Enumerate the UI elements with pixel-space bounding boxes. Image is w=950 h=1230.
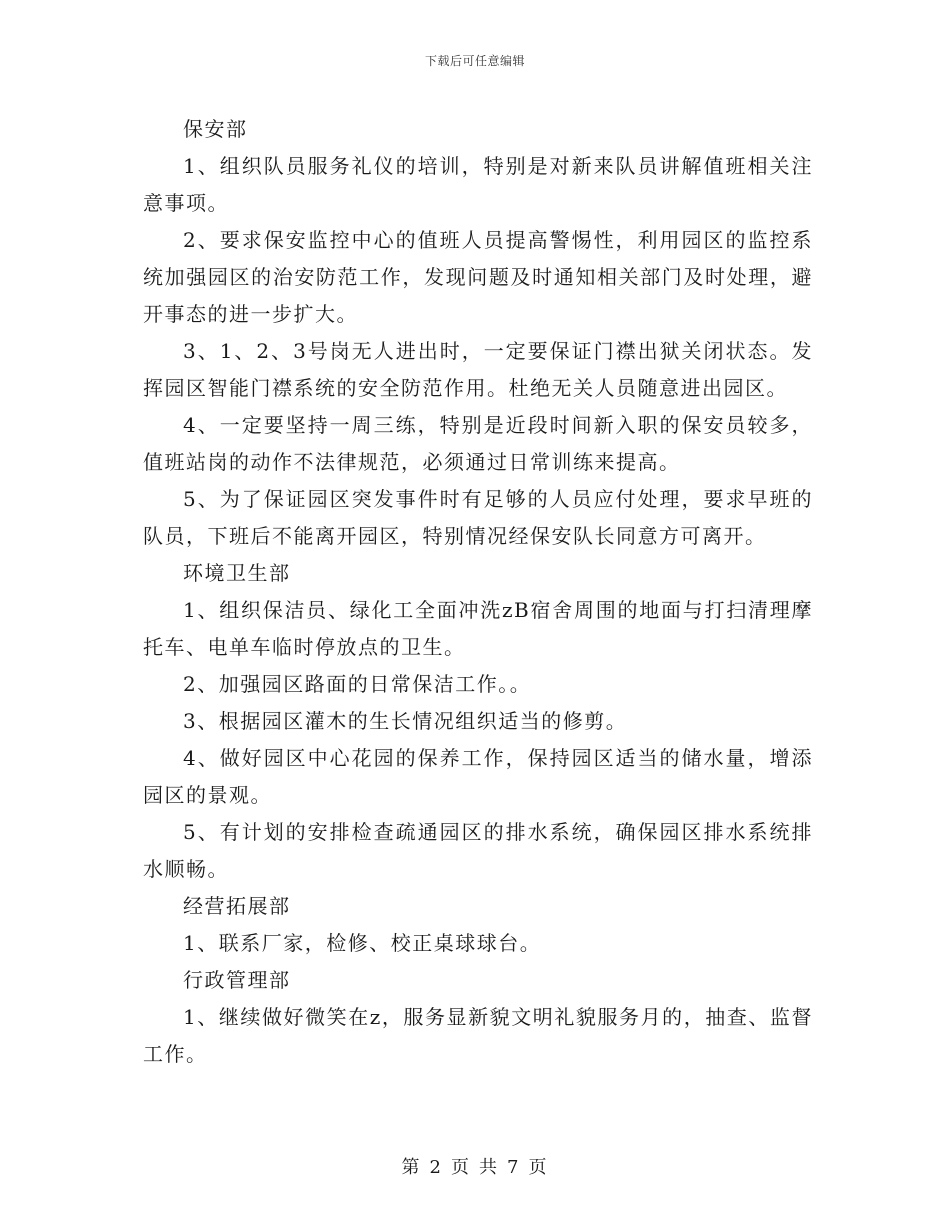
section-heading-business: 经营拓展部 (183, 894, 291, 918)
paragraph: 2、要求保安监控中心的值班人员提高警惕性，利用园区的监控系统加强园区的治安防范工作，发现问题及时通知相关部门及时处理，避开事态的进一步扩大。 (143, 228, 813, 326)
paragraph: 1、组织保洁员、绿化工全面冲洗zB宿舍周围的地面与打扫清理摩托车、电单车临时停放点的卫生。 (143, 598, 813, 659)
footer-suffix: 页 (528, 1157, 549, 1178)
paragraph: 1、联系厂家，检修、校正桌球球台。 (183, 931, 542, 955)
paragraph: 4、一定要坚持一周三练，特别是近段时间新入职的保安员较多，值班站岗的动作不法律规范，必须通过日常训练来提高。 (143, 413, 813, 474)
footer-total-pages: 7 (507, 1157, 521, 1178)
paragraph: 1、继续做好微笑在z，服务显新貌文明礼貌服务月的，抽查、监督工作。 (143, 1005, 813, 1066)
paragraph: 5、为了保证园区突发事件时有足够的人员应付处理，要求早班的队员，下班后不能离开园区，特别情况经保安队长同意方可离开。 (143, 487, 813, 548)
section-heading-admin: 行政管理部 (183, 968, 291, 992)
paragraph: 3、1、2、3号岗无人进出时，一定要保证门襟出狱关闭状态。发挥园区智能门襟系统的安全防范作用。杜绝无关人员随意进出园区。 (143, 339, 813, 400)
paragraph: 5、有计划的安排检查疏通园区的排水系统，确保园区排水系统排水顺畅。 (143, 820, 813, 881)
paragraph: 4、做好园区中心花园的保养工作，保持园区适当的储水量，增添园区的景观。 (143, 746, 813, 807)
header-note: 下载后可任意编辑 (424, 54, 525, 68)
section-heading-security: 保安部 (183, 117, 248, 141)
paragraph: 2、加强园区路面的日常保洁工作。。 (183, 672, 532, 696)
paragraph: 3、根据园区灌木的生长情况组织适当的修剪。 (183, 709, 628, 733)
paragraph: 1、组织队员服务礼仪的培训，特别是对新来队员讲解值班相关注意事项。 (143, 154, 813, 215)
section-heading-sanitation: 环境卫生部 (183, 561, 291, 585)
document-body (143, 111, 813, 1073)
footer-prefix: 第 (401, 1157, 422, 1178)
footer-current-page: 2 (429, 1157, 443, 1178)
page-footer (0, 1153, 950, 1179)
footer-page-word: 页 (451, 1157, 471, 1178)
footer-total-prefix: 共 (479, 1157, 499, 1178)
